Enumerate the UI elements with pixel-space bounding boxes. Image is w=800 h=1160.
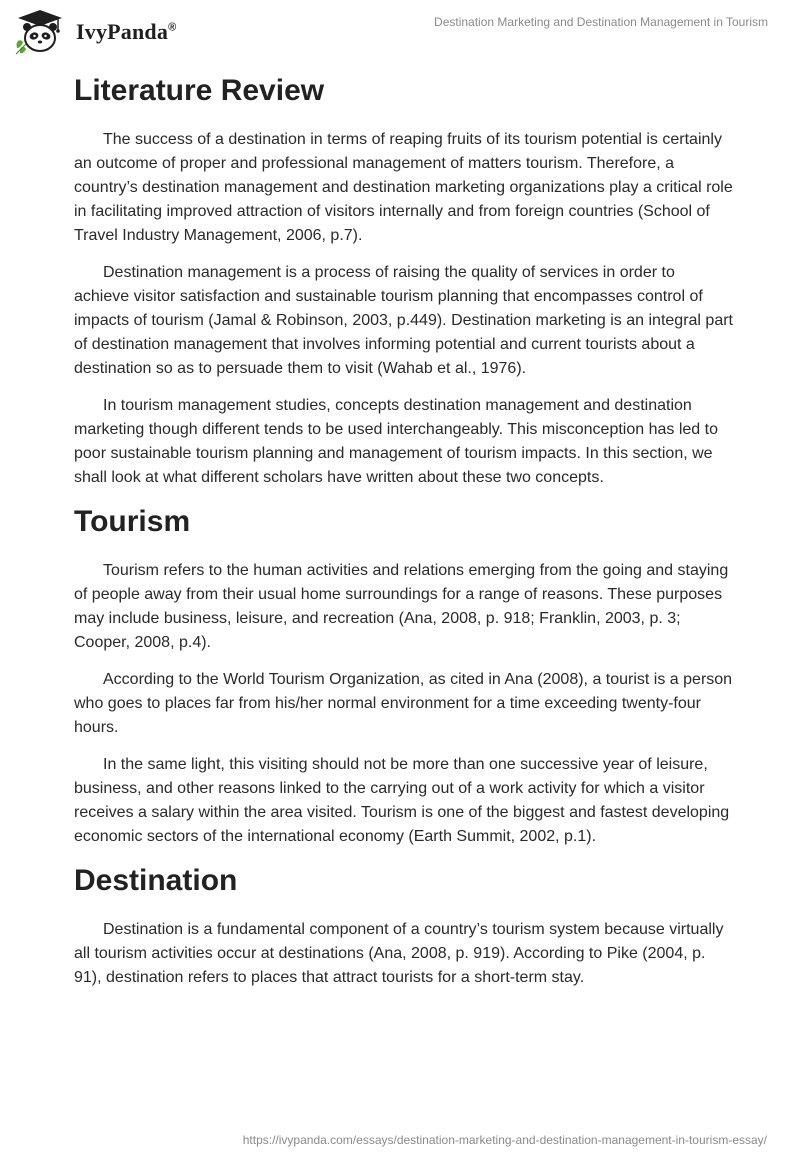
paragraph: Destination management is a process of raising the quality of services in order to achieve visitor satisfaction and sustainable tourism planning that encompasses control of impacts of tourism (Jamal & Robinson, 2003, p.449). Destination marketing is an integral part of destination management that involves informing potential and current tourists about a destination so as to persuade them to visit (Wahab et al., 1976).	[74, 264, 733, 377]
paragraph: Tourism refers to the human activities and relations emerging from the going and staying of people away from their usual home surroundings for a range of reasons. These purposes may include business, leisure, and recreation (Ana, 2008, p. 918; Franklin, 2003, p. 3; Cooper, 2008, p.4).	[74, 562, 729, 651]
essay-content	[74, 72, 734, 1003]
paragraph: The success of a destination in terms of reaping fruits of its tourism potential is certainly an outcome of proper and professional management of matters tourism. Therefore, a country’s destination management and destination marketing organizations play a critical role in facilitating improved attraction of visitors internally and from foreign countries (School of Travel Industry Management, 2006, p.7).	[74, 131, 733, 244]
section-destination	[74, 862, 734, 990]
paragraph: Destination is a fundamental component of a country’s tourism system because virtually all tourism activities occur at destinations (Ana, 2008, p. 919). According to Pike (2004, p. 91), destination refers to places that attract tourists for a short-term stay.	[74, 921, 724, 986]
section-literature-review	[74, 72, 734, 490]
brand-name: IvyPanda®	[76, 19, 177, 44]
section-heading: Literature Review	[74, 74, 325, 107]
section-heading: Tourism	[74, 505, 191, 538]
document-title: Destination Marketing and Destination Management in Tourism	[434, 15, 768, 29]
paragraph: According to the World Tourism Organization, as cited in Ana (2008), a tourist is a person who goes to places far from his/her normal environment for a time exceeding twenty-four hours.	[74, 671, 733, 736]
section-heading: Destination	[74, 864, 238, 897]
registered-mark: ®	[168, 21, 177, 34]
paragraph: In the same light, this visiting should not be more than one successive year of leisure, business, and other reasons linked to the carrying out of a work activity for which a visitor receives a salary within the area visited. Tourism is one of the biggest and fastest developing economic sectors of the international economy (Earth Summit, 2002, p.1).	[74, 756, 730, 845]
panda-graduate-icon	[14, 8, 66, 56]
section-tourism	[74, 503, 734, 849]
ivypanda-logo[interactable]	[14, 8, 176, 56]
page-header	[0, 0, 800, 64]
paragraph: In tourism management studies, concepts destination management and destination marketing though different tends to be used interchangeably. This misconception has led to poor sustainable tourism planning and management of tourism impacts. In this section, we shall look at what different scholars have written about these two concepts.	[74, 397, 718, 486]
source-url[interactable]: https://ivypanda.com/essays/destination-marketing-and-destination-management-in-tourism-essay/	[242, 1133, 767, 1147]
